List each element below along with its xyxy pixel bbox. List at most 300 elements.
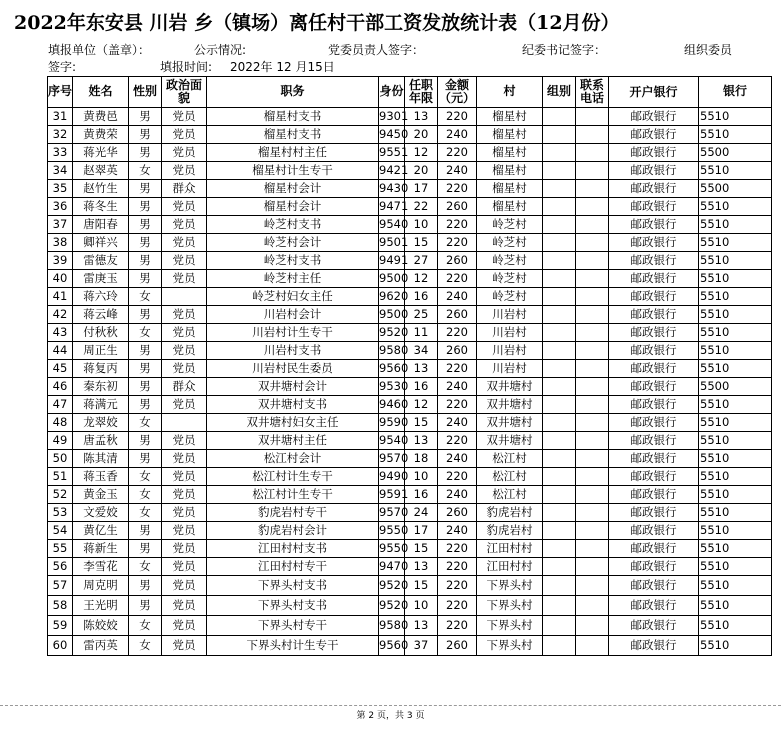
cell-col-bank: 邮政银行: [609, 198, 699, 216]
cell-col-phone: [576, 270, 609, 288]
cell-col-gender: 男: [129, 396, 162, 414]
cell-col-name: 李雪花: [73, 558, 129, 576]
cell-col-years: 16: [405, 288, 438, 306]
cell-col-political-status: 党员: [162, 596, 207, 616]
cell-col-political-status: 党员: [162, 636, 207, 656]
cell-col-bank: 邮政银行: [609, 252, 699, 270]
cell-col-amount: 220: [438, 324, 477, 342]
cell-col-phone: [576, 180, 609, 198]
cell-col-id: 9500: [379, 270, 405, 288]
cell-col-name: 雷德友: [73, 252, 129, 270]
cell-col-id: 9520: [379, 576, 405, 596]
cell-col-phone: [576, 576, 609, 596]
cell-col-name: 陈姣姣: [73, 616, 129, 636]
cell-col-name: 秦东初: [73, 378, 129, 396]
cell-col-village: 榴星村: [477, 126, 543, 144]
cell-col-gender: 男: [129, 126, 162, 144]
cell-col-group: [543, 234, 576, 252]
cell-col-bank: 邮政银行: [609, 342, 699, 360]
cell-col-political-status: 党员: [162, 198, 207, 216]
cell-col-political-status: 党员: [162, 216, 207, 234]
cell-col-index: 43: [48, 324, 73, 342]
cell-col-bank: 邮政银行: [609, 414, 699, 432]
fill-unit-label: 填报单位（盖章）：: [48, 43, 151, 57]
cell-col-amount: 220: [438, 596, 477, 616]
table-row: [48, 540, 772, 558]
cell-col-amount: 220: [438, 360, 477, 378]
cell-col-amount: 220: [438, 180, 477, 198]
cell-col-name: 赵翠英: [73, 162, 129, 180]
cell-col-amount: 220: [438, 108, 477, 126]
cell-col-group: [543, 450, 576, 468]
cell-col-bank-account: 5510: [699, 198, 772, 216]
cell-col-name: 黄费荣: [73, 126, 129, 144]
cell-col-phone: [576, 450, 609, 468]
table-row: [48, 324, 772, 342]
cell-col-position: 川岩村会计: [207, 306, 379, 324]
cell-col-position: 松江村会计: [207, 450, 379, 468]
cell-col-phone: [576, 108, 609, 126]
cell-col-amount: 220: [438, 558, 477, 576]
cell-col-political-status: 党员: [162, 576, 207, 596]
table-row: [48, 270, 772, 288]
cell-col-id: 9421: [379, 162, 405, 180]
cell-col-index: 57: [48, 576, 73, 596]
table-row: [48, 306, 772, 324]
cell-col-group: [543, 558, 576, 576]
cell-col-bank-account: 5510: [699, 288, 772, 306]
cell-col-gender: 女: [129, 558, 162, 576]
cell-col-id: 9560: [379, 636, 405, 656]
header-col-position: 职务: [207, 77, 379, 108]
cell-col-bank-account: 5510: [699, 324, 772, 342]
cell-col-bank-account: 5510: [699, 450, 772, 468]
cell-col-index: 52: [48, 486, 73, 504]
table-row: [48, 288, 772, 306]
cell-col-gender: 男: [129, 270, 162, 288]
cell-col-phone: [576, 468, 609, 486]
cell-col-id: 9570: [379, 450, 405, 468]
cell-col-years: 13: [405, 108, 438, 126]
cell-col-index: 51: [48, 468, 73, 486]
cell-col-index: 34: [48, 162, 73, 180]
cell-col-name: 黄金玉: [73, 486, 129, 504]
cell-col-years: 15: [405, 576, 438, 596]
cell-col-index: 54: [48, 522, 73, 540]
cell-col-gender: 男: [129, 252, 162, 270]
cell-col-id: 9460: [379, 396, 405, 414]
cell-col-bank-account: 5500: [699, 378, 772, 396]
cell-col-bank-account: 5510: [699, 486, 772, 504]
cell-col-id: 9590: [379, 414, 405, 432]
cell-col-years: 24: [405, 504, 438, 522]
cell-col-index: 37: [48, 216, 73, 234]
cell-col-gender: 男: [129, 306, 162, 324]
cell-col-gender: 女: [129, 636, 162, 656]
table-row: [48, 126, 772, 144]
cell-col-political-status: 党员: [162, 234, 207, 252]
cell-col-political-status: 群众: [162, 378, 207, 396]
cell-col-amount: 220: [438, 540, 477, 558]
cell-col-amount: 240: [438, 450, 477, 468]
cell-col-village: 下界头村: [477, 596, 543, 616]
cell-col-gender: 女: [129, 486, 162, 504]
cell-col-political-status: [162, 288, 207, 306]
cell-col-bank-account: 5510: [699, 360, 772, 378]
cell-col-id: 9430: [379, 180, 405, 198]
cell-col-position: 豹虎岩村专干: [207, 504, 379, 522]
cell-col-amount: 220: [438, 396, 477, 414]
cell-col-years: 17: [405, 522, 438, 540]
cell-col-id: 9470: [379, 558, 405, 576]
cell-col-index: 38: [48, 234, 73, 252]
cell-col-bank-account: 5510: [699, 636, 772, 656]
cell-col-bank-account: 5510: [699, 252, 772, 270]
cell-col-position: 下界头村支书: [207, 576, 379, 596]
cell-col-phone: [576, 616, 609, 636]
fill-time-label: 填报时间:: [160, 60, 213, 74]
cell-col-political-status: 党员: [162, 360, 207, 378]
cell-col-name: 赵竹生: [73, 180, 129, 198]
cell-col-phone: [576, 288, 609, 306]
cell-col-gender: 女: [129, 288, 162, 306]
cell-col-village: 下界头村: [477, 576, 543, 596]
cell-col-position: 榴星村计生专干: [207, 162, 379, 180]
cell-col-years: 15: [405, 540, 438, 558]
table-row: [48, 636, 772, 656]
cell-col-group: [543, 270, 576, 288]
cell-col-name: 蒋玉香: [73, 468, 129, 486]
cell-col-bank: 邮政银行: [609, 234, 699, 252]
cell-col-id: 9620: [379, 288, 405, 306]
cell-col-position: 岭芝村支书: [207, 216, 379, 234]
cell-col-years: 18: [405, 450, 438, 468]
cell-col-amount: 220: [438, 234, 477, 252]
cell-col-village: 松江村: [477, 450, 543, 468]
cell-col-id: 9560: [379, 360, 405, 378]
cell-col-bank: 邮政银行: [609, 540, 699, 558]
cell-col-political-status: 党员: [162, 540, 207, 558]
cell-col-id: 9570: [379, 504, 405, 522]
table-row: [48, 234, 772, 252]
cell-col-name: 蒋冬生: [73, 198, 129, 216]
cell-col-name: 王光明: [73, 596, 129, 616]
cell-col-bank-account: 5510: [699, 414, 772, 432]
cell-col-phone: [576, 558, 609, 576]
cell-col-years: 22: [405, 198, 438, 216]
cell-col-index: 45: [48, 360, 73, 378]
cell-col-index: 56: [48, 558, 73, 576]
cell-col-amount: 220: [438, 144, 477, 162]
cell-col-position: 豹虎岩村会计: [207, 522, 379, 540]
cell-col-gender: 女: [129, 504, 162, 522]
cell-col-village: 岭芝村: [477, 234, 543, 252]
cell-col-political-status: 党员: [162, 342, 207, 360]
cell-col-bank-account: 5510: [699, 306, 772, 324]
cell-col-political-status: 党员: [162, 504, 207, 522]
cell-col-bank-account: 5510: [699, 540, 772, 558]
cell-col-amount: 220: [438, 616, 477, 636]
cell-col-bank: 邮政银行: [609, 596, 699, 616]
cell-col-group: [543, 616, 576, 636]
header-col-phone: 联系电话: [576, 77, 609, 108]
cell-col-political-status: 党员: [162, 144, 207, 162]
cell-col-phone: [576, 504, 609, 522]
table-body: [48, 108, 772, 656]
cell-col-id: 9530: [379, 378, 405, 396]
cell-col-village: 榴星村: [477, 108, 543, 126]
cell-col-index: 53: [48, 504, 73, 522]
cell-col-village: 岭芝村: [477, 252, 543, 270]
cell-col-id: 9520: [379, 324, 405, 342]
cell-col-village: 双井塘村: [477, 396, 543, 414]
cell-col-gender: 男: [129, 522, 162, 540]
cell-col-position: 双井塘村妇女主任: [207, 414, 379, 432]
cell-col-bank: 邮政银行: [609, 636, 699, 656]
cell-col-id: 9501: [379, 234, 405, 252]
cell-col-village: 松江村: [477, 468, 543, 486]
cell-col-years: 27: [405, 252, 438, 270]
cell-col-group: [543, 396, 576, 414]
cell-col-political-status: 党员: [162, 324, 207, 342]
cell-col-bank-account: 5500: [699, 180, 772, 198]
cell-col-village: 岭芝村: [477, 216, 543, 234]
cell-col-id: 9491: [379, 252, 405, 270]
cell-col-bank: 邮政银行: [609, 558, 699, 576]
cell-col-political-status: 党员: [162, 486, 207, 504]
cell-col-amount: 220: [438, 468, 477, 486]
cell-col-gender: 男: [129, 596, 162, 616]
cell-col-group: [543, 522, 576, 540]
cell-col-village: 下界头村: [477, 636, 543, 656]
cell-col-id: 9580: [379, 616, 405, 636]
cell-col-index: 42: [48, 306, 73, 324]
cell-col-village: 榴星村: [477, 162, 543, 180]
cell-col-years: 13: [405, 432, 438, 450]
cell-col-years: 34: [405, 342, 438, 360]
cell-col-position: 江田村村专干: [207, 558, 379, 576]
cell-col-political-status: 党员: [162, 162, 207, 180]
cell-col-phone: [576, 596, 609, 616]
header-col-years: 任职年限: [405, 77, 438, 108]
cell-col-amount: 260: [438, 504, 477, 522]
table-row: [48, 198, 772, 216]
table-row: [48, 108, 772, 126]
cell-col-group: [543, 216, 576, 234]
cell-col-name: 雷庚玉: [73, 270, 129, 288]
cell-col-amount: 220: [438, 576, 477, 596]
cell-col-years: 20: [405, 162, 438, 180]
cell-col-bank-account: 5510: [699, 596, 772, 616]
cell-col-name: 周克明: [73, 576, 129, 596]
cell-col-bank: 邮政银行: [609, 616, 699, 636]
cell-col-id: 9591: [379, 486, 405, 504]
discipline-secretary-signature-label: 纪委书记签字：: [522, 43, 607, 57]
form-meta-line-1: [48, 41, 758, 57]
cell-col-years: 10: [405, 468, 438, 486]
cell-col-position: 双井塘村支书: [207, 396, 379, 414]
cell-col-position: 榴星村会计: [207, 198, 379, 216]
cell-col-bank: 邮政银行: [609, 576, 699, 596]
cell-col-village: 豹虎岩村: [477, 504, 543, 522]
cell-col-bank-account: 5510: [699, 576, 772, 596]
cell-col-group: [543, 306, 576, 324]
table-row: [48, 162, 772, 180]
cell-col-name: 唐孟秋: [73, 432, 129, 450]
cell-col-bank: 邮政银行: [609, 324, 699, 342]
cell-col-index: 31: [48, 108, 73, 126]
cell-col-gender: 男: [129, 234, 162, 252]
cell-col-group: [543, 576, 576, 596]
cell-col-amount: 240: [438, 414, 477, 432]
cell-col-phone: [576, 378, 609, 396]
cell-col-group: [543, 360, 576, 378]
cell-col-index: 40: [48, 270, 73, 288]
cell-col-group: [543, 432, 576, 450]
table-row: [48, 180, 772, 198]
cell-col-political-status: 党员: [162, 306, 207, 324]
cell-col-years: 20: [405, 126, 438, 144]
cell-col-amount: 240: [438, 126, 477, 144]
cell-col-bank: 邮政银行: [609, 180, 699, 198]
cell-col-political-status: 党员: [162, 396, 207, 414]
organization-member-label: 组织委员: [684, 43, 733, 57]
cell-col-name: 黄亿生: [73, 522, 129, 540]
header-col-amount: 金额（元）: [438, 77, 477, 108]
cell-col-years: 12: [405, 396, 438, 414]
cell-col-years: 13: [405, 616, 438, 636]
cell-col-gender: 男: [129, 108, 162, 126]
cell-col-position: 榴星村村主任: [207, 144, 379, 162]
cell-col-name: 蒋光华: [73, 144, 129, 162]
cell-col-bank-account: 5510: [699, 522, 772, 540]
cell-col-political-status: [162, 414, 207, 432]
cell-col-index: 33: [48, 144, 73, 162]
cell-col-index: 41: [48, 288, 73, 306]
header-col-group: 组别: [543, 77, 576, 108]
cell-col-index: 35: [48, 180, 73, 198]
cell-col-group: [543, 596, 576, 616]
cell-col-group: [543, 126, 576, 144]
cell-col-position: 双井塘村主任: [207, 432, 379, 450]
cell-col-bank-account: 5510: [699, 616, 772, 636]
cell-col-phone: [576, 396, 609, 414]
cell-col-bank: 邮政银行: [609, 522, 699, 540]
cell-col-gender: 男: [129, 540, 162, 558]
cell-col-years: 16: [405, 378, 438, 396]
table-row: [48, 144, 772, 162]
cell-col-years: 15: [405, 234, 438, 252]
cell-col-phone: [576, 360, 609, 378]
cell-col-political-status: 党员: [162, 432, 207, 450]
cell-col-position: 川岩村支书: [207, 342, 379, 360]
cell-col-group: [543, 144, 576, 162]
cell-col-index: 60: [48, 636, 73, 656]
cell-col-id: 9301: [379, 108, 405, 126]
cell-col-political-status: 党员: [162, 522, 207, 540]
cell-col-group: [543, 540, 576, 558]
cell-col-years: 13: [405, 558, 438, 576]
cell-col-position: 岭芝村主任: [207, 270, 379, 288]
table-row: [48, 360, 772, 378]
cell-col-index: 49: [48, 432, 73, 450]
cell-col-group: [543, 288, 576, 306]
cell-col-years: 10: [405, 216, 438, 234]
cell-col-group: [543, 486, 576, 504]
cell-col-bank: 邮政银行: [609, 396, 699, 414]
cell-col-bank: 邮政银行: [609, 486, 699, 504]
cell-col-phone: [576, 306, 609, 324]
cell-col-bank-account: 5510: [699, 162, 772, 180]
cell-col-bank-account: 5510: [699, 468, 772, 486]
cell-col-village: 岭芝村: [477, 288, 543, 306]
cell-col-political-status: 党员: [162, 450, 207, 468]
cell-col-gender: 男: [129, 450, 162, 468]
cell-col-position: 松江村计生专干: [207, 486, 379, 504]
publicity-label: 公示情况:: [194, 43, 247, 57]
cell-col-village: 双井塘村: [477, 414, 543, 432]
cell-col-id: 9450: [379, 126, 405, 144]
cell-col-amount: 220: [438, 216, 477, 234]
cell-col-group: [543, 504, 576, 522]
cell-col-index: 50: [48, 450, 73, 468]
table-row: [48, 616, 772, 636]
cell-col-bank-account: 5510: [699, 342, 772, 360]
cell-col-group: [543, 414, 576, 432]
cell-col-position: 岭芝村妇女主任: [207, 288, 379, 306]
cell-col-index: 32: [48, 126, 73, 144]
cell-col-phone: [576, 522, 609, 540]
cell-col-id: 9550: [379, 540, 405, 558]
cell-col-bank-account: 5510: [699, 108, 772, 126]
cell-col-group: [543, 252, 576, 270]
table-row: [48, 468, 772, 486]
cell-col-bank-account: 5510: [699, 504, 772, 522]
cell-col-index: 58: [48, 596, 73, 616]
cell-col-political-status: 党员: [162, 252, 207, 270]
cell-col-gender: 女: [129, 468, 162, 486]
header-col-bank: 开户银行: [609, 77, 699, 108]
cell-col-bank: 邮政银行: [609, 162, 699, 180]
cell-col-position: 下界头村计生专干: [207, 636, 379, 656]
cell-col-village: 榴星村: [477, 144, 543, 162]
cell-col-phone: [576, 414, 609, 432]
cell-col-phone: [576, 252, 609, 270]
table-row: [48, 252, 772, 270]
cell-col-bank: 邮政银行: [609, 468, 699, 486]
cell-col-bank: 邮政银行: [609, 378, 699, 396]
header-col-gender: 性别: [129, 77, 162, 108]
cell-col-index: 39: [48, 252, 73, 270]
cell-col-village: 川岩村: [477, 306, 543, 324]
cell-col-gender: 男: [129, 216, 162, 234]
cell-col-bank: 邮政银行: [609, 288, 699, 306]
cell-col-id: 9500: [379, 306, 405, 324]
header-col-bank-account: 银行: [699, 77, 772, 108]
cell-col-index: 46: [48, 378, 73, 396]
cell-col-bank: 邮政银行: [609, 306, 699, 324]
cell-col-id: 9540: [379, 216, 405, 234]
cell-col-position: 江田村村支书: [207, 540, 379, 558]
cell-col-phone: [576, 126, 609, 144]
cell-col-political-status: 党员: [162, 468, 207, 486]
cell-col-amount: 240: [438, 486, 477, 504]
cell-col-years: 16: [405, 486, 438, 504]
cell-col-political-status: 群众: [162, 180, 207, 198]
cell-col-village: 双井塘村: [477, 432, 543, 450]
cell-col-gender: 男: [129, 198, 162, 216]
cell-col-gender: 男: [129, 180, 162, 198]
